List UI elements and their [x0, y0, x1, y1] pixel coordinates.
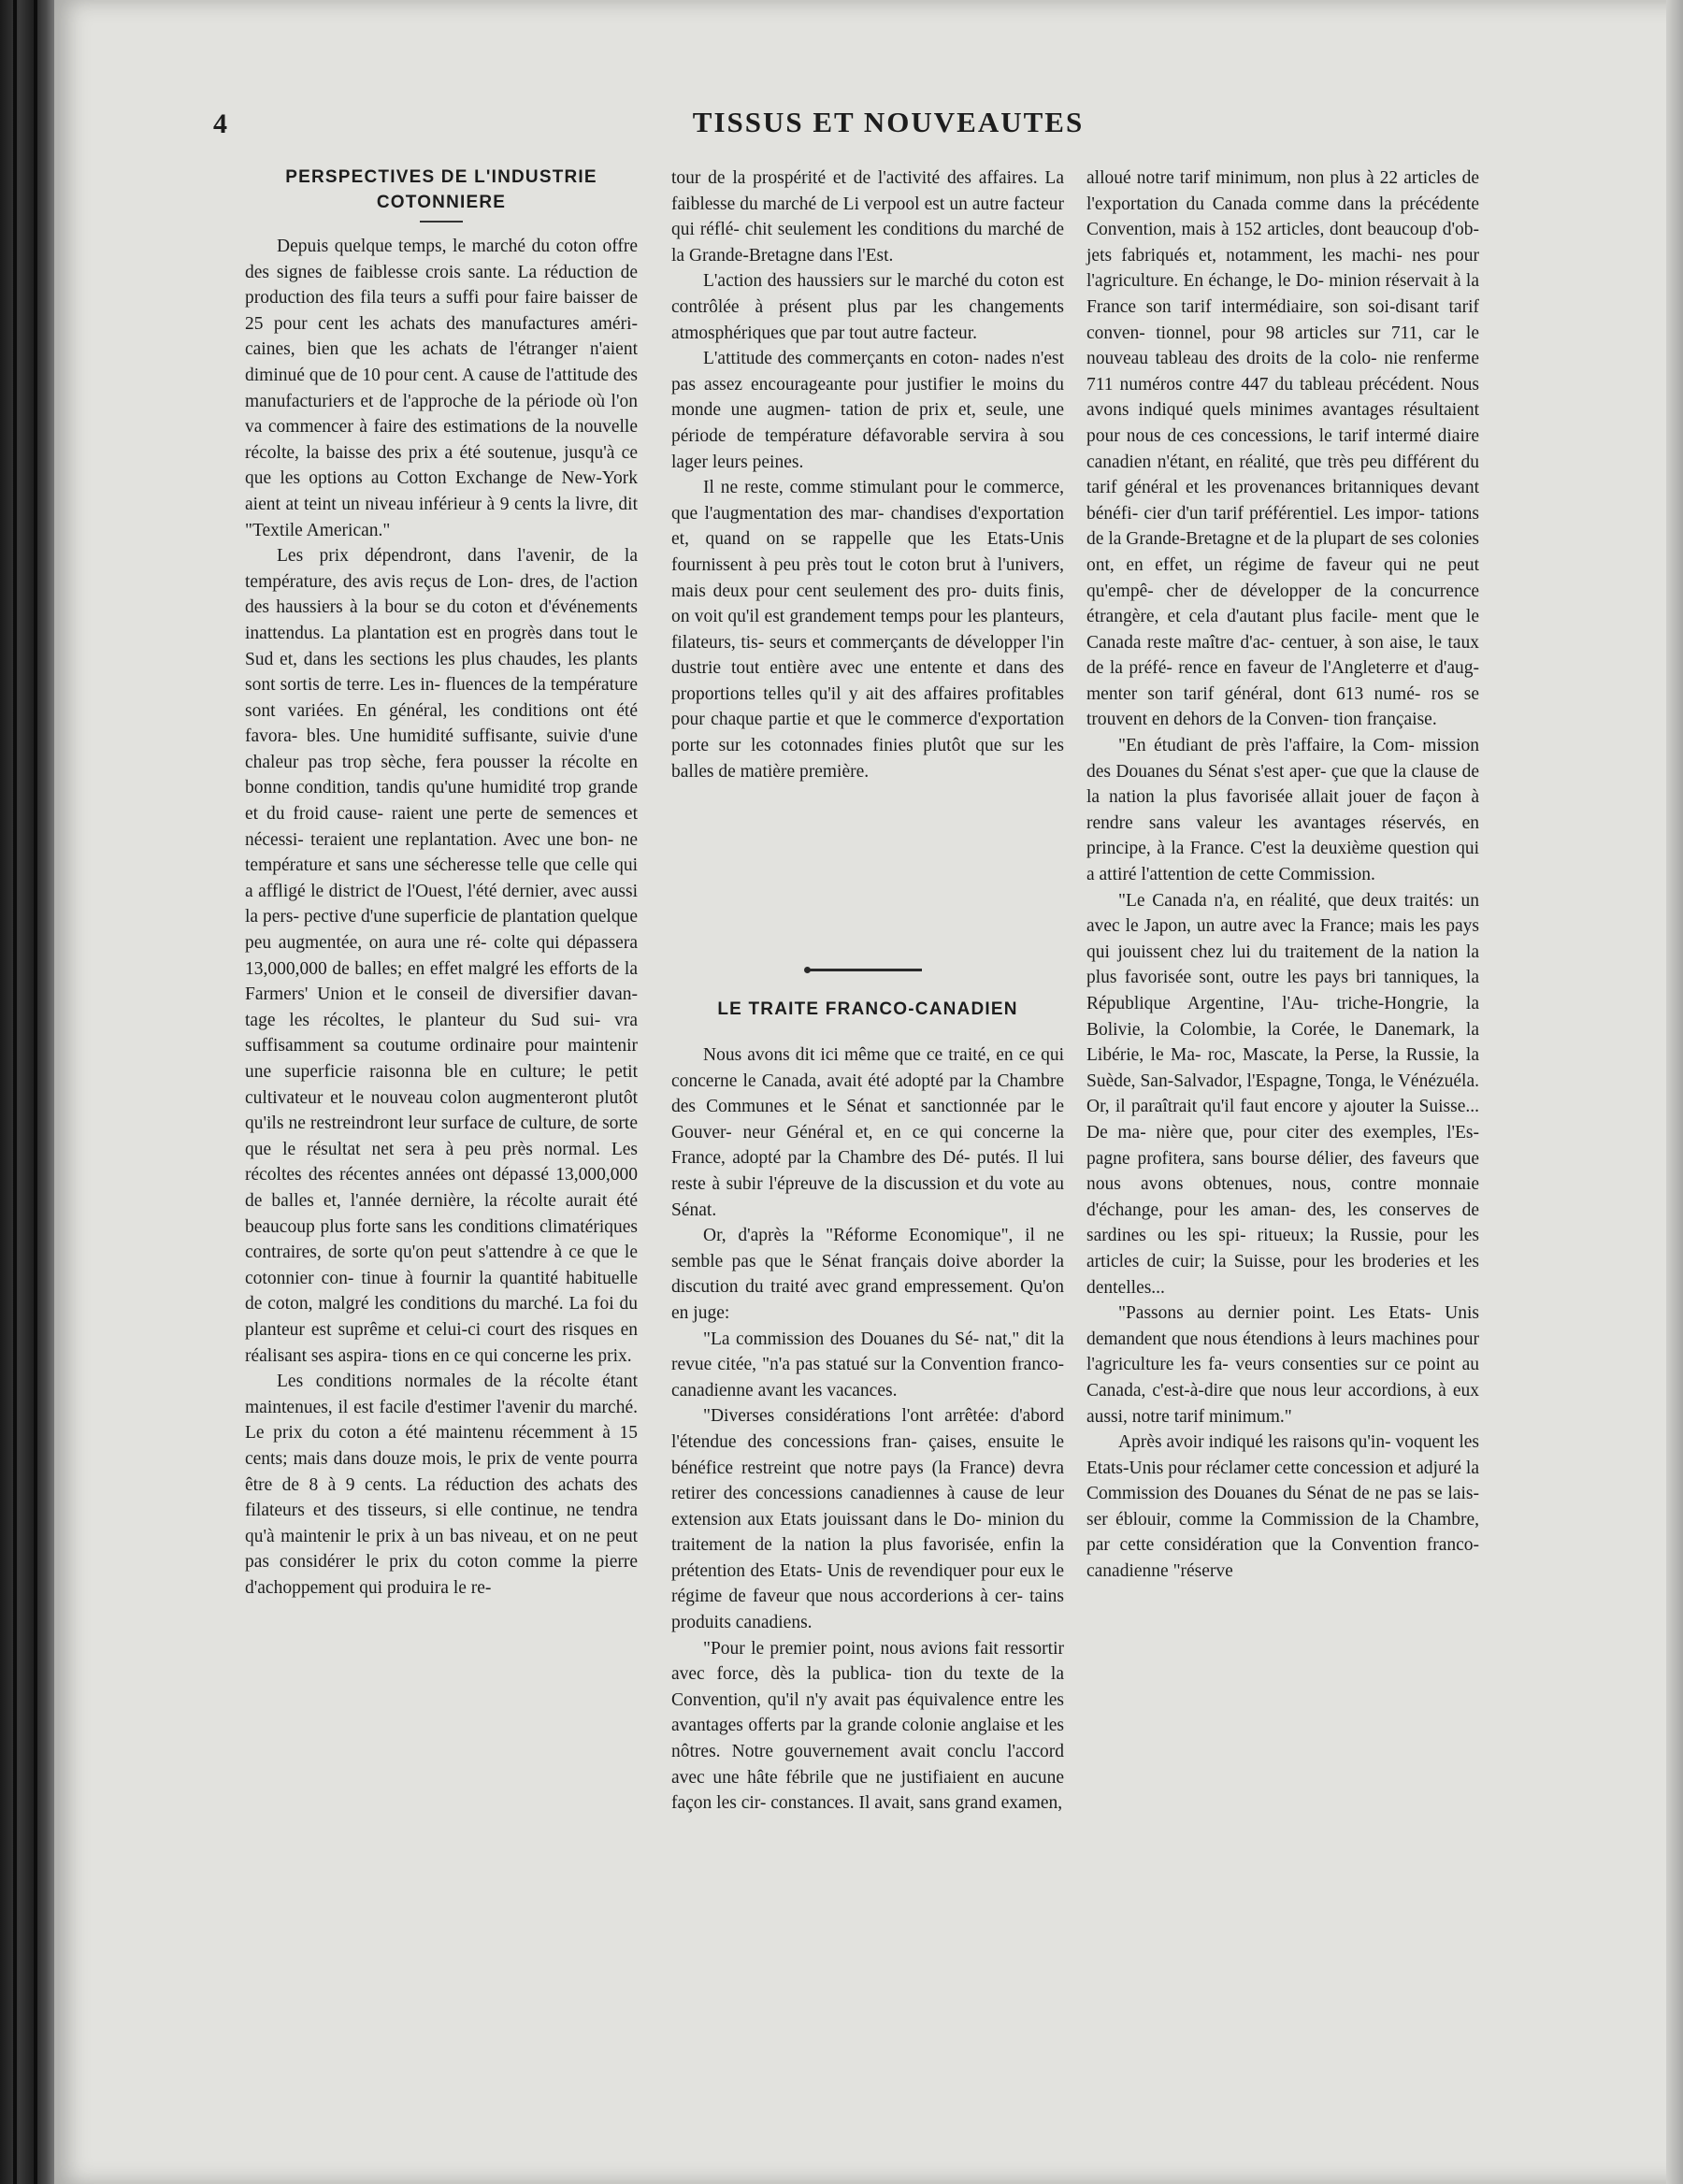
column-2	[671, 165, 1064, 784]
paragraph: L'action des haussiers sur le marché du coton est contrôlée à présent plus par les changements atmosphériques que par tout autre facteur.	[671, 271, 1064, 343]
paragraph: "Diverses considérations l'ont arrêtée: d'abord l'étendue des concessions fran- çaises, ensuite le bénéfice restreint que notre pays (la France) devra retirer des concessions canadiennes à cause de leur extension aux Etats jouissant dans le Do- minion du traitement de la nation la plus favorisée, enfin la prétention des Etats- Unis de revendiquer pour eux le régime de faveur que nous accorderions à cer- tains produits canadiens.	[671, 1406, 1064, 1633]
paragraph: Les conditions normales de la récolte étant maintenues, il est facile d'estimer l'avenir du marché. Le prix du coton a été maintenu récemment à 15 cents; mais dans douze mois, le prix de vente pourra être de 8 à 9 cents. La réduction des achats des filateurs et des tisseurs, si elle continue, ne tendra qu'à maintenir le prix à un bas niveau, et on ne peut pas considérer le prix du coton comme la pierre d'achoppement qui produira le re-	[245, 1372, 638, 1598]
paragraph: "La commission des Douanes du Sé- nat," dit la revue citée, "n'a pas statué sur la Convention franco-canadienne avant les vacances.	[671, 1329, 1064, 1401]
paragraph: Les prix dépendront, dans l'avenir, de la température, des avis reçus de Lon- dres, de l'action des haussiers à la bour se du coton et d'événements inattendus. La plantation est en progrès dans tout le Sud et, dans les sections les plus chaudes, les plants sont sortis de terre. Les in- fluences de la température sont variées. En général, les conditions ont été favora- bles. Une humidité suffisante, suivie d'une chaleur pas trop sèche, fera pousser la récolte en bonne condition, tandis qu'une humidité trop grande et du froid cause- raient une perte de semences et nécessi- teraient une replantation. Avec une bon- ne température et sans une sécheresse telle que celle qui a affligé le district de l'Ouest, l'été dernier, avec aussi la pers- pective d'une superficie de plantation quelque peu augmentée, on aura une ré- colte qui dépassera 13,000,000 de balles; en effet malgré les efforts de la Farmers' Union et le conseil de diversifier davan- tage les récoltes, le planteur du Sud sui- vra suffisamment sa coutume ordinaire pour maintenir une superficie raisonna ble en culture; le petit cultivateur et le nouveau colon augmenteront plutôt qu'ils ne restreindront leur surface de culture, de sorte que le résultat net sera à peu près normal. Les récoltes des récentes années ont dépassé 13,000,000 de balles et, l'année dernière, la récolte aurait été beaucoup plus forte sans les conditions climatériques contraires, de sorte qu'on peut s'attendre à ce que le cotonnier con- tinue à fournir la quantité habituelle de coton, malgré les conditions du marché. La foi du planteur est suprême et celui-ci court des risques en réalisant ses aspira- tions en ce qui concerne les prix.	[245, 546, 638, 1366]
page-number: 4	[213, 108, 227, 139]
article-2-title: LE TRAITE FRANCO-CANADIEN	[717, 999, 1018, 1019]
running-head: TISSUS ET NOUVEAUTES	[692, 106, 1085, 138]
column-3	[1086, 165, 1479, 1585]
paragraph: Or, d'après la "Réforme Economique", il ne semble pas que le Sénat français doive aborder la discution du traité avec grand empressement. Qu'on en juge:	[671, 1226, 1064, 1323]
binding-stripe	[34, 0, 37, 2184]
paragraph-continued: tour de la prospérité et de l'activité des affaires. La faiblesse du marché de Li verpool est un autre facteur qui réflé- chit seulement les conditions du marché de la Grande-Bretagne dans l'Est.	[671, 168, 1064, 266]
article-2	[671, 997, 1064, 1817]
paragraph: "Pour le premier point, nous avions fait ressortir avec force, dès la publica- tion du texte de la Convention, qu'il n'y avait pas équivalence entre les avantages offerts par la grande colonie anglaise et les nôtres. Notre gouvernement avait conclu l'accord avec une hâte fébrile que ne justifiaient en aucune façon les cir- constances. Il avait, sans grand examen,	[671, 1638, 1064, 1814]
paragraph: Nous avons dit ici même que ce traité, en ce qui concerne le Canada, avait été adopté par la Chambre des Communes et le Sénat et sanctionnée par le Gouver- neur Général et, en ce qui concerne la France, adopté par la Chambre des Dé- putés. Il lui reste à subir l'épreuve de la discussion et du vote au Sénat.	[671, 1045, 1064, 1220]
paragraph-continued: alloué notre tarif minimum, non plus à 22 articles de l'exportation du Canada comme dans la précédente Convention, mais à 152 articles, dont beaucoup d'ob- jets fabriqués et, notamment, les machi- nes pour l'agriculture. En échange, le Do- minion réservait à la France son tarif intermédiaire, son soi-disant tarif conven- tionnel, pour 98 articles sur 711, car le nouveau tableau des droits de la colo- nie renferme 711 numéros contre 447 du tableau précédent. Nous avons indiqué quels minimes avantages résultaient pour nous de ces concessions, le tarif intermé diaire canadien n'étant, en réalité, que très peu différent du tarif général et les provenances britanniques devant bénéfi- cier d'un tarif préférentiel. Les impor- tations de la Grande-Bretagne et de la plupart de ses colonies ont, en effet, un régime de faveur qui ne peut qu'empê- cher de développer de la concurrence étrangère, et cela d'autant plus facile- ment que le Canada reste maître d'ac- centuer, à son aise, le taux de la préfé- rence en faveur de l'Angleterre et d'aug- menter son tarif général, dont 613 numé- ros se trouvent en dehors de la Conven- tion française.	[1086, 168, 1479, 730]
paragraph: "Passons au dernier point. Les Etats- Unis demandent que nous étendions à leurs machines pour l'agriculture les fa- veurs consenties sur ce point au Canada, c'est-à-dire que nous leur accordions, à eux aussi, notre tarif minimum."	[1086, 1303, 1479, 1427]
section-divider	[810, 969, 922, 971]
paragraph: Depuis quelque temps, le marché du coton offre des signes de faiblesse crois sante. La réduction de production des fila teurs a suffi pour faire baisser de 25 pour cent les achats des manufactures améri- caines, bien que les achats de l'étranger n'aient diminué que de 10 pour cent. A cause de l'attitude des manufacturiers et de l'approche de la période où l'on va commencer à faire des estimations de la nouvelle récolte, la baisse des prix a été soutenue, jusqu'à ce que les options au Cotton Exchange de New-York aient at teint un niveau inférieur à 9 cents la livre, dit "Textile American."	[245, 237, 638, 540]
binding-stripe	[13, 0, 17, 2184]
paragraph: L'attitude des commerçants en coton- nades n'est pas assez encourageante pour justifier le moins du monde une augmen- tation de prix et, seule, une période de température défavorable servira à sou lager leurs peines.	[671, 349, 1064, 472]
paragraph: Il ne reste, comme stimulant pour le commerce, que l'augmentation des mar- chandises d'exportation et, quand on se rappelle que les Etats-Unis fournissent à peu près tout le coton brut à l'univers, mais deux pour cent seulement des pro- duits finis, on voit qu'il est grandement temps pour les planteurs, filateurs, tis- seurs et commerçants de développer l'in dustrie tout entière avec une entente et dans des proportions telles qu'il y ait des affaires profitables pour chaque partie et que le commerce d'exportation porte sur les cotonnades finies plutôt que sur les balles de matière première.	[671, 478, 1064, 782]
page-edge	[1666, 0, 1683, 2184]
column-1	[245, 165, 638, 1601]
title-rule	[420, 221, 463, 223]
paragraph: "En étudiant de près l'affaire, la Com- mission des Douanes du Sénat s'est aper- çue que la clause de la nation la plus favorisée allait jouer de façon à rendre sans valeur les avantages réservés, en principe, à la France. C'est la deuxième question qui a attiré l'attention de cette Commission.	[1086, 736, 1479, 885]
book-binding	[0, 0, 54, 2184]
paragraph: "Le Canada n'a, en réalité, que deux traités: un avec le Japon, un autre avec la France; mais les pays qui jouissent chez lui du traitement de la nation la plus favorisée sont, outre les pays bri tanniques, la République Argentine, l'Au- triche-Hongrie, la Bolivie, la Colombie, la Corée, le Danemark, la Libérie, le Ma- roc, Mascate, la Perse, la Russie, la Suède, San-Salvador, l'Espagne, Tonga, le Vénézuéla. Or, il paraîtrait qu'il faut encore y ajouter la Suisse... De ma- nière que, pour citer des exemples, l'Es- pagne profitera, sans bourse délier, des faveurs que nous avons obtenues, nous, contre monnaie d'échange, pour les aman- des, les conserves de sardines ou les spi- ritueux; la Russie, pour les articles de cuir; la Suisse, pour les broderies et les dentelles...	[1086, 890, 1479, 1298]
article-1-title-line-2: COTONNIERE	[376, 193, 507, 212]
paragraph: Après avoir indiqué les raisons qu'in- voquent les Etats-Unis pour réclamer cette concession et adjuré la Commission des Douanes du Sénat de ne pas se lais- ser éblouir, comme la Commission de la Chambre, par cette considération que la Convention franco-canadienne "réserve	[1086, 1432, 1479, 1582]
article-1-title-line-1: PERSPECTIVES DE L'INDUSTRIE	[285, 167, 597, 187]
